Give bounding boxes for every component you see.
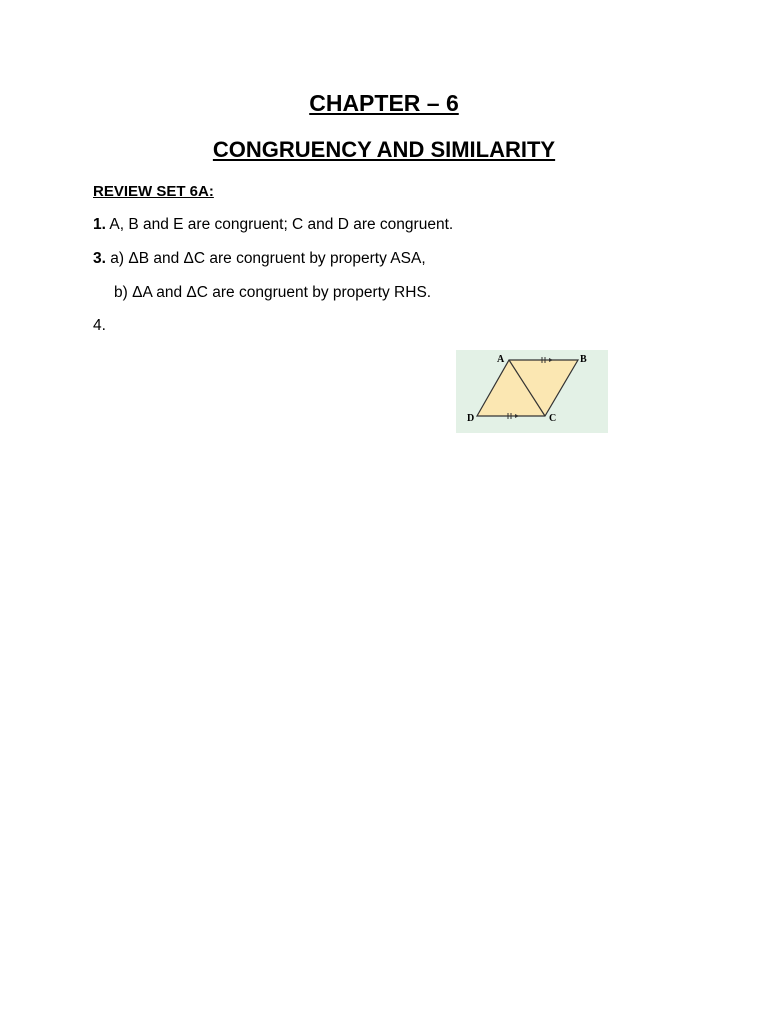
parallelogram-diagram: [456, 350, 608, 433]
review-set-heading: REVIEW SET 6A:: [93, 183, 214, 200]
chapter-heading: CHAPTER – 6: [309, 90, 459, 116]
vertex-label-a: A: [497, 354, 505, 365]
answer-item-3b: [114, 284, 431, 302]
answer-text: b) ΔA and ΔC are congruent by property RHS.: [114, 284, 432, 301]
answer-text: A, B and E are congruent; C and D are congruent.: [109, 216, 454, 233]
page-title: CONGRUENCY AND SIMILARITY: [212, 137, 556, 162]
answer-text: a) ΔB and ΔC are congruent by property ASA,: [110, 250, 426, 267]
vertex-label-c: C: [549, 413, 557, 424]
answer-number: 1.: [93, 216, 106, 233]
vertex-label-d: D: [467, 413, 475, 424]
answer-item-4: [93, 317, 106, 335]
answer-item-3a: [93, 250, 426, 268]
vertex-label-b: B: [580, 354, 587, 365]
answer-item-1: [93, 216, 453, 234]
parallelogram-figure: [456, 350, 608, 433]
answer-number: 4.: [93, 317, 106, 334]
answer-number: 3.: [93, 250, 106, 267]
